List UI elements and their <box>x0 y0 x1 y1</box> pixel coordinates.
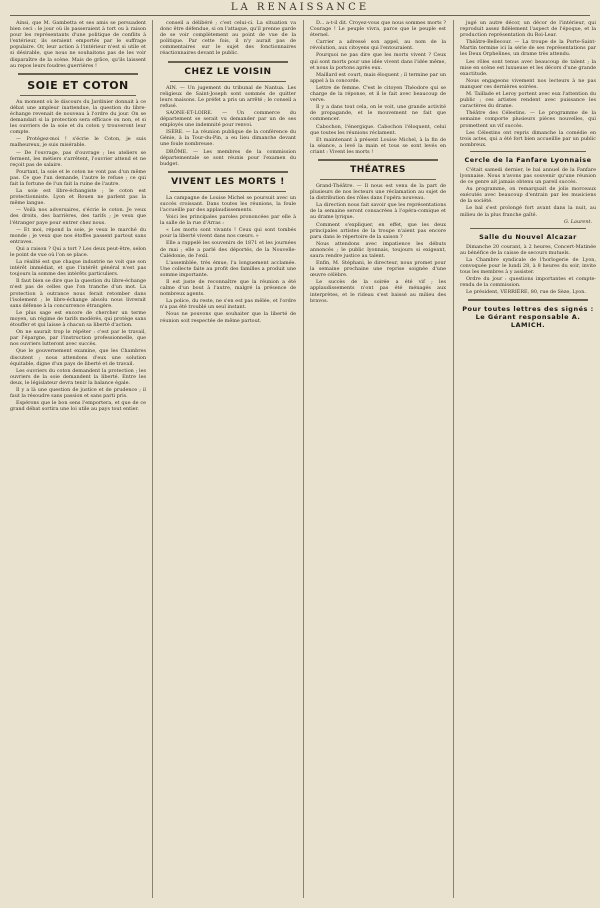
column-rule <box>453 20 454 898</box>
paragraph: — De l'ouvrage, pas d'ouvrage ; les ateliers se ferment, les métiers s'arrêtent, l'ouvrier attend et ne reçoit pas de salaire. <box>10 149 146 168</box>
paragraph: Espérons que le bon sens l'emportera, et que de ce grand débat sortira une loi utile au pays tout entier. <box>10 400 146 413</box>
paragraph: Il y a dans tout cela, on le voit, une grande activité de propagande, et le mouvement ne fait que commencer. <box>310 104 446 123</box>
column-rule <box>303 20 304 898</box>
separator <box>170 191 286 192</box>
paragraph: Voici les principales paroles prononcées par elle à la salle de la rue d'Arras : <box>160 214 296 227</box>
signature: G. Laurent. <box>563 218 592 225</box>
column-4 <box>460 20 596 900</box>
masthead-rule <box>10 15 590 16</box>
paragraph: Nous attendons avec impatience les débuts annoncés ; le public lyonnais, toujours si exigeant, saura rendre justice au talent. <box>310 240 446 259</box>
separator <box>318 159 438 161</box>
paragraph: La Chambre syndicale de l'horlogerie de Lyon, convoquée pour le lundi 28, à 8 heures du soir, invite tous les membres à y assister. <box>460 256 596 276</box>
separator <box>170 81 286 82</box>
paragraph: Lettre de femme. C'est le citoyen Théodore qui se charge de la réponse, et il le fait avec beaucoup de verve. <box>310 84 446 104</box>
paragraph: AIN. — Un jugement du tribunal de Nantua. Les religieux de Saint-Joseph sont sommés de quitter leurs maisons. Le préfet a pris un arrêté ; le conseil a refusé. <box>160 84 296 109</box>
paragraph: Le plus sage est encore de chercher un terme moyen, un régime de tarifs modérés, qui protège sans étouffer et qui laisse à chacun sa liberté d'action. <box>10 309 146 329</box>
paragraph: Qui a raison ? Qui a tort ? Les deux peut-être, selon le point de vue où l'on se place. <box>10 245 146 258</box>
paragraph: D... a-t-il dit. Croyez-vous que nous sommes morts ? Courage ! Le peuple vivra, parce que le peuple est éternel. <box>310 20 446 39</box>
paragraph: ISÈRE. — La réunion publique de la conférence du Génie, à la Tour-du-Pin, a eu lieu dimanche devant une foule nombreuse. <box>160 129 296 148</box>
paragraph: Il faut bien se dire que la question du libre-échange n'est pas de celles que l'on tranche d'un mot. La protection à outrance nous ferait retomber dans l'isolement ; le libre-échange absolu nous livrerait sans défense à la concurrence étrangère. <box>10 278 146 309</box>
article-vivent-les-morts <box>160 195 296 324</box>
heading-fanfare-lyonnaise: Cercle de la Fanfare Lyonnaise <box>464 155 592 164</box>
article-chez-le-voisin <box>160 85 296 167</box>
separator <box>18 73 138 75</box>
paragraph: Enfin, M. Stéphani, le directeur, nous promet pour la semaine prochaine une reprise soignée d'une œuvre célèbre. <box>310 260 446 279</box>
separator <box>168 61 288 63</box>
paragraph: Et maintenant à présent Louise Michel, à la fin de la séance, a levé la main et tous se sont levés en criant : Vivent les morts ! <box>310 136 446 155</box>
column-3 <box>310 20 446 900</box>
column-4-intro <box>460 20 596 38</box>
paragraph: Ainsi, que M. Gambetta et ses amis se persuadent bien ceci : le jour où ils passeraient à tort ou à raison pour les représentants d'une politique de conflits à l'extérieur, ils seraient emportés par le suffrage populaire. Or, leur action à l'intérieur n'est si utile et si désirable, que nous ne souhaitons pas de les voir disparaître de la scène. Mais de grâce, qu'ils laissent au repos leurs foudres guerrières ! <box>10 20 146 69</box>
article-continuation <box>310 52 446 155</box>
paragraph: La campagne de Louise Michel se poursuit avec un succès croissant. Dans toutes les réunions, la foule l'accueille par des applaudissements. <box>160 194 296 213</box>
masthead: LA RENAISSANCE <box>230 2 370 13</box>
paragraph: Cabochon, l'énergique. Cabochon l'éloquent, celui que toutes les réunions réclament. <box>310 123 446 136</box>
paragraph: La soie est libre-échangiste ; le coton est protectionniste. Lyon et Rouen ne parlent pas la même langue. <box>10 188 146 207</box>
paragraph: La direction nous fait savoir que les représentations de la semaine seront consacrées à l'opéra-comique et au drame lyrique. <box>310 202 446 221</box>
paragraph: — Et moi, répond la soie, je veux le marché du monde ; je veux que nos étoffes passent partout sans entraves. <box>10 226 146 245</box>
paragraph: Que le gouvernement examine, que les Chambres discutent ; nous attendons d'eux une solution équitable, digne d'un pays de liberté et de travail. <box>10 348 146 367</box>
article-fanfare-lyonnaise <box>460 167 596 218</box>
paragraph: Nous engageons vivement nos lecteurs à ne pas manquer ces dernières soirées. <box>460 77 596 90</box>
column-3-intro <box>310 20 446 51</box>
column-1-intro <box>10 20 146 69</box>
paragraph: Il est juste de reconnaître que la réunion a été calme d'un bout à l'autre, malgré la présence de nombreux agents. <box>160 279 296 298</box>
paragraph: « Les morts sont vivants ! Ceux qui sont tombés pour la liberté vivent dans nos cœurs. » <box>160 227 296 240</box>
paragraph: Comment s'expliquer, en effet, que les deux principales artistes de la troupe n'aient pas encore paru dans le répertoire de la saison ? <box>310 221 446 240</box>
column-2-intro <box>160 20 296 57</box>
separator <box>470 228 586 229</box>
paragraph: Les Célestins ont repris dimanche la comédie en trois actes, qui a été fort bien accueillie par un public nombreux. <box>460 129 596 148</box>
paragraph: Les rôles sont tenus avec beaucoup de talent ; la mise en scène est luxueuse et les décors d'une grande exactitude. <box>460 58 596 77</box>
article-soie-et-coton <box>10 99 146 413</box>
article-theatre-bellecour <box>460 39 596 148</box>
paragraph: Le bal s'est prolongé fort avant dans la nuit, au milieu de la plus franche gaîté. <box>460 205 596 218</box>
paragraph: On ne saurait trop le répéter : c'est par le travail, par l'épargne, par l'instruction professionnelle, que nos ouvriers lutteront avec succès. <box>10 329 146 348</box>
paragraph: conseil a délibéré ; c'est celui-ci. La situation va donc être défendue, si on l'attaque, qu'il prenne garde de se voir complètement au point de vue de la politique. Par cette fois, il n'y aurait pas de commentaires sur le sujet des fonctionnaires réactionnaires devant le public. <box>160 20 296 57</box>
heading-chez-le-voisin: CHEZ LE VOISIN <box>184 66 272 77</box>
column-2 <box>160 20 296 900</box>
footer-notice: Pour toutes lettres des signés : Le Gérant responsable A. LAMICH. <box>462 305 594 330</box>
paragraph: Grand-Théâtre. — Il nous est venu de la part de plusieurs de nos lecteurs une réclamation au sujet de la distribution des rôles dans l'opéra nouveau. <box>310 182 446 202</box>
separator <box>20 95 136 96</box>
article-nouvel-alcazar <box>460 244 596 296</box>
separator <box>470 151 586 152</box>
paragraph: L'assemblée, très émue, l'a longuement acclamée. Une collecte faite au profit des familles a produit une somme importante. <box>160 259 296 278</box>
paragraph: La police, du reste, ne s'en est pas mêlée, et l'ordre n'a pas été troublé un seul instant. <box>160 298 296 311</box>
paragraph: Le président, VERRIÈRE, 80, rue de Sèze, Lyon. <box>466 289 586 296</box>
paragraph: Pourquoi ne pas dire que les morts vivent ? Ceux qui sont morts pour une idée vivent dans l'idée même, et nous la portons après eux. <box>310 52 446 71</box>
paragraph: Pourtant, la soie et le coton ne vont pas d'un même pas. Ce que l'un demande, l'autre le refuse ; ce qui fait la fortune de l'un fait la ruine de l'autre. <box>10 168 146 187</box>
paragraph: Le succès de la soirée a été vif ; les applaudissements n'ont pas été ménagés aux interprètes, et le rideau s'est baissé au milieu des bravos. <box>310 279 446 304</box>
paragraph: Maillard est court, mais éloquent ; il termine par un appel à la concorde. <box>310 71 446 84</box>
paragraph: — Protégez-moi ! s'écrie le Coton, je suis malheureux, je suis misérable. <box>10 136 146 149</box>
heading-soie-et-coton: SOIE ET COTON <box>27 78 129 92</box>
paragraph: Il y a là une question de justice et de prudence ; il faut la résoudre sans passion et sans parti pris. <box>10 386 146 400</box>
paragraph: Théâtre-Bellecour. — La troupe de la Porte-Saint-Martin termine ici la série de ses représentations par les Deux Orphelines, un drame très attendu. <box>460 39 596 58</box>
paragraph: DRÔME. — Les membres de la commission départementale se sont réunis pour l'examen du budget. <box>160 148 296 167</box>
paragraph: Elle a rappelé les souvenirs de 1871 et les journées de mai ; elle a parlé des déportés, de la Nouvelle-Calédonie, de l'exil. <box>160 240 296 259</box>
article-theatres <box>310 183 446 304</box>
heading-vivent-les-morts: VIVENT LES MORTS ! <box>171 176 285 187</box>
paragraph: Théâtre des Célestins. — Le programme de la semaine comporte plusieurs pièces nouvelles, qui promettent un vif succès. <box>460 110 596 129</box>
paragraph: C'était samedi dernier, le bal annuel de la Fanfare lyonnaise. Nous n'avons pas souvenir qu'une réunion de ce genre ait jamais obtenu un pareil succès. <box>460 166 596 186</box>
paragraph: Les ouvriers du coton demandent la protection ; les ouvriers de la soie demandent la liberté. Entre les deux, le législateur devra tenir la balance égale. <box>10 367 146 386</box>
paragraph: M. Taillade et Leroy portent avec eux l'attention du public ; ces artistes rendent avec puissance les caractères du drame. <box>460 91 596 110</box>
heading-theatres: THÉATRES <box>350 164 406 175</box>
paragraph: Ordre du jour : questions importantes et compte-rendu de la commission. <box>460 276 596 289</box>
paragraph: jugé un autre décor, un décor de l'intérieur, qui reproduit assez fidèlement l'aspect de l'époque, et la production représentation du Roi-Lear. <box>460 20 596 39</box>
paragraph: Au moment où le discours du Jardinier donnait à ce débat une ampleur inattendue, la question du libre-échange revenait de nouveau à l'ordre du jour. On se demandait si la protection sera efficace ou non, et si les ouvriers de la soie et du coton y trouveront leur compte. <box>10 98 146 136</box>
paragraph: Carrier a adressé son appel, au nom de la révolution, aux citoyens qui l'entouraient. <box>310 39 446 52</box>
paragraph: Dimanche 20 courant, à 2 heures, Concert-Matinée au bénéfice de la caisse de secours mutuels. <box>460 243 596 256</box>
separator <box>168 171 288 173</box>
column-rule <box>152 20 153 898</box>
paragraph: Au programme, on remarquait de jolis morceaux exécutés avec beaucoup d'entrain par les musiciens de la société. <box>460 186 596 205</box>
paragraph: Nous ne pouvons que souhaiter que la liberté de réunion soit respectée de même partout. <box>160 311 296 324</box>
separator <box>468 299 588 301</box>
paragraph: SAONE-ET-LOIRE. — Un commerce du département se serait vu demander par un de ses employés une indemnité pour renvoi. <box>160 109 296 129</box>
separator <box>320 179 436 180</box>
paragraph: — Voilà nos adversaires, s'écrie le coton. Je veux des droits, des barrières, des tarifs ; je veux que l'étranger paye pour entrer chez nous. <box>10 207 146 226</box>
column-1 <box>10 20 146 900</box>
heading-nouvel-alcazar: Salle du Nouvel Alcazar <box>479 232 577 241</box>
paragraph: La réalité est que chaque industrie ne voit que son intérêt immédiat, et que l'intérêt général n'est pas toujours la somme des intérêts particuliers. <box>10 259 146 278</box>
